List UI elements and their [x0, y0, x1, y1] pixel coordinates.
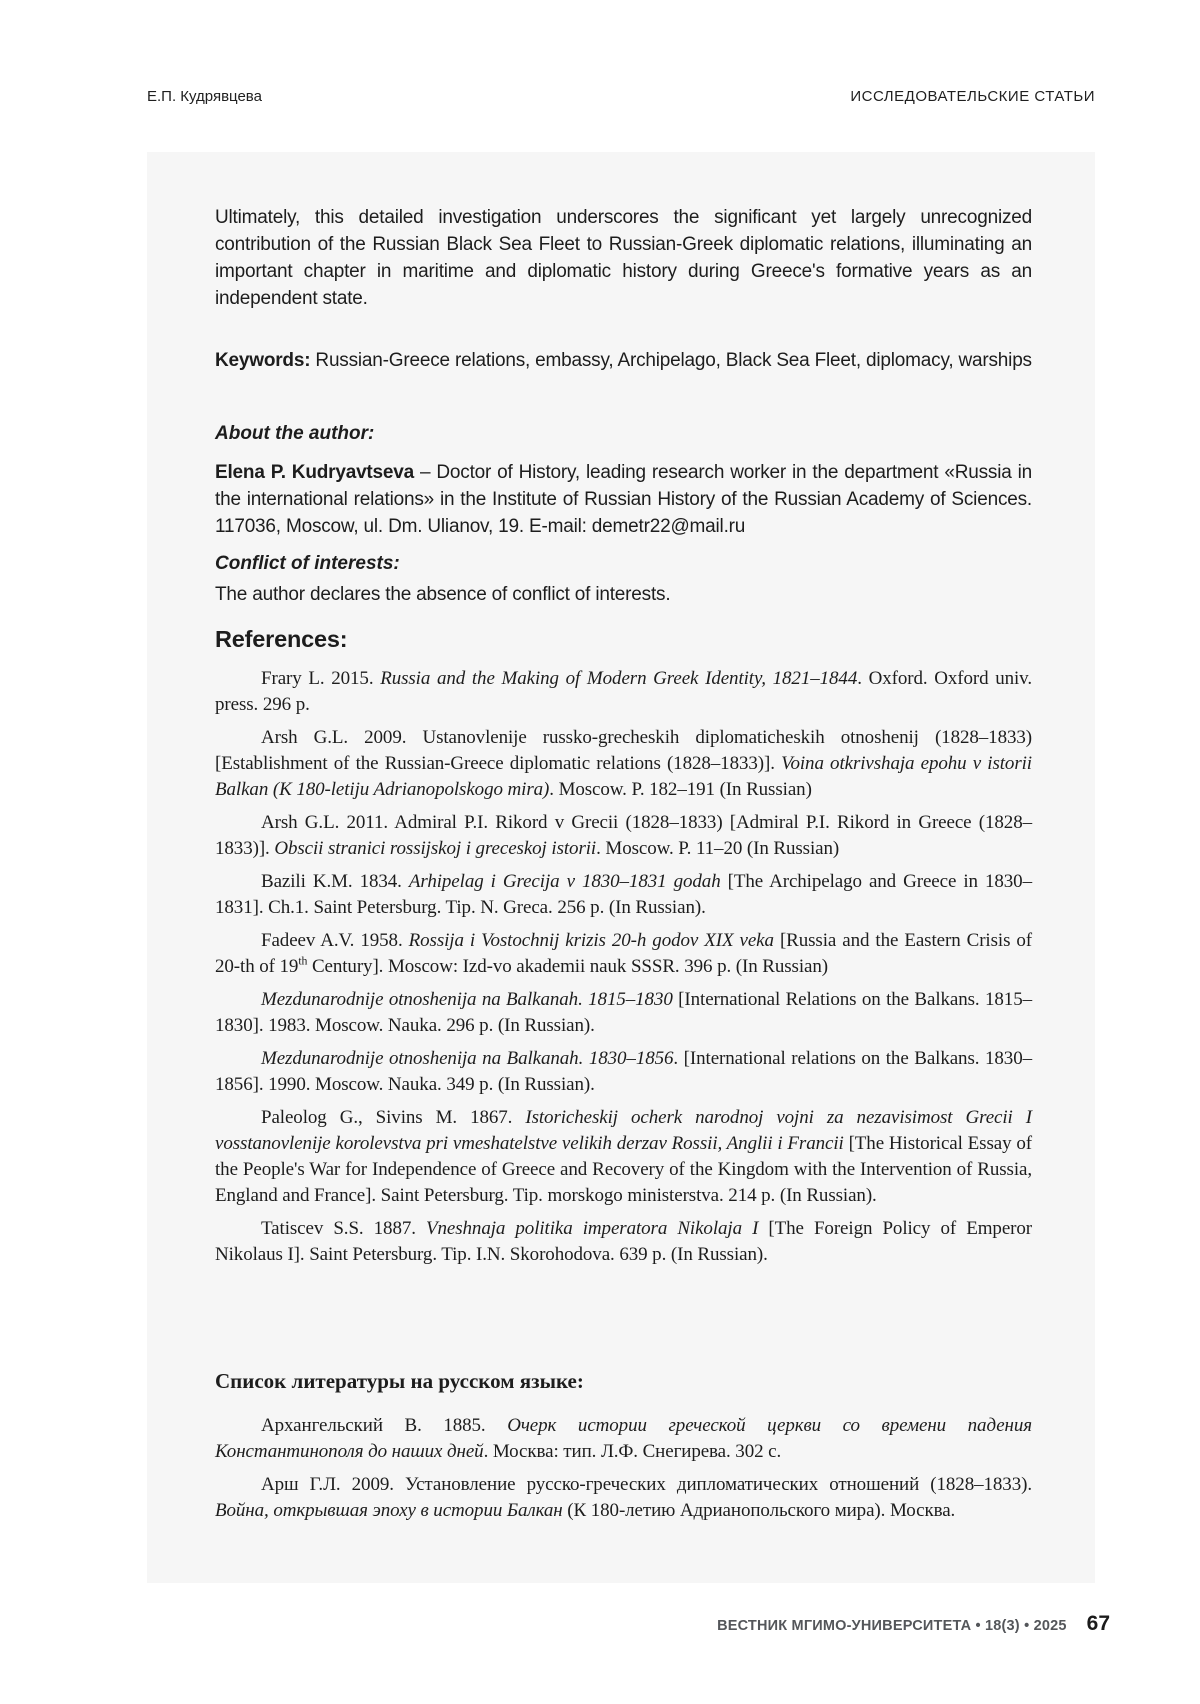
running-head-author: Е.П. Кудрявцева [147, 88, 262, 105]
reference-segment: Mezdunarodnije otnoshenija na Balkanah. 1830–1856 [261, 1048, 674, 1069]
reference-item [215, 928, 1032, 980]
reference-item [215, 1216, 1032, 1268]
back-matter-panel [147, 152, 1095, 1583]
reference-segment: [The Foreign Policy of Emperor Nikolaus I]. Saint Petersburg. Tip. I.N. Skorohodova. 639 p. (In Russian). [215, 1218, 1033, 1265]
author-name: Elena P. Kudryavtseva [215, 462, 415, 483]
reference-segment: Century]. Moscow: Izd-vo akademii nauk SSSR. 396 p. (In Russian) [307, 956, 828, 977]
reference-item [215, 1413, 1032, 1465]
reference-item [215, 666, 1032, 718]
reference-segment: Russia and the Making of Modern Greek Identity, 1821–1844 [380, 668, 858, 689]
reference-segment: Obscii stranici rossijskoj i greceskoj istorii [274, 838, 597, 859]
reference-segment: Arsh G.L. 2011. Admiral P.I. Rikord v Grecii (1828–1833) [Admiral P.I. Rikord in Greece (1828–1833)]. [215, 812, 1032, 859]
page-footer [717, 1612, 1110, 1636]
reference-segment: th [298, 954, 308, 968]
reference-segment: Mezdunarodnije otnoshenija na Balkanah. 1815–1830 [261, 989, 673, 1010]
running-head-section: ИССЛЕДОВАТЕЛЬСКИЕ СТАТЬИ [850, 88, 1095, 105]
reference-segment: Arhipelag i Grecija v 1830–1831 godah [408, 871, 721, 892]
reference-item [215, 1046, 1032, 1098]
reference-segment: Frary L. 2015. [261, 668, 381, 689]
russian-references-list [215, 1413, 1032, 1531]
reference-segment: Fadeev A.V. 1958. [261, 930, 409, 951]
reference-segment: Vneshnaja politika imperatora Nikolaja I [426, 1218, 759, 1239]
abstract-paragraph: Ultimately, this detailed investigation underscores the significant yet largely unrecognized contribution of the Russian Black Sea Fleet to Russian-Greek diplomatic relations, illuminating an important chapter in maritime and diplomatic history during Greece's formative years as an independent state. [215, 207, 1032, 309]
reference-item [215, 1105, 1032, 1209]
journal-title: ВЕСТНИК МГИМО-УНИВЕРСИТЕТА • 18(3) • 2025 [717, 1618, 1067, 1634]
references-heading: References: [215, 625, 348, 652]
author-bio [215, 459, 1032, 540]
keywords-label: Keywords: [215, 350, 311, 371]
reference-segment: . Moscow. P. 182–191 (In Russian) [549, 779, 812, 800]
running-head [147, 88, 1095, 105]
reference-segment: Rossija i Vostochnij krizis 20-h godov XIX veka [408, 930, 774, 951]
keywords-text: Russian-Greece relations, embassy, Archipelago, Black Sea Fleet, diplomacy, warships [310, 350, 1032, 371]
reference-segment: Архангельский В. 1885. [261, 1415, 508, 1436]
reference-segment: Voina otkrivshaja epohu v istorii Balkan (K 180-letiju Adrianopolskogo mira) [215, 753, 1032, 800]
reference-segment: . Oxford. Oxford univ. press. 296 p. [215, 668, 1032, 715]
reference-segment: [The Historical Essay of the People's War for Independence of Greece and Recovery of the Kingdom with the Intervention of Russia, England and France]. Saint Petersburg. Tip. morskogo ministerstva. 214 p. (In Russian). [215, 1133, 1032, 1206]
reference-item [215, 725, 1032, 803]
reference-segment: Очерк истории греческой церкви со времени падения Константинополя до наших дней [215, 1415, 1032, 1462]
reference-segment: Bazili K.M. 1834. [261, 871, 409, 892]
reference-item [215, 1472, 1032, 1524]
reference-segment: Istoricheskij ocherk narodnoj vojni za nezavisimost Grecii I vosstanovlenije korolevstva pri vmeshatelstve velikih derzav Rossii, Anglii i Francii [215, 1107, 1032, 1154]
russian-references-heading: Список литературы на русском языке: [215, 1369, 584, 1393]
references-list [215, 666, 1032, 1275]
reference-segment: Арш Г.Л. 2009. Установление русско-греческих дипломатических отношений (1828–1833). [261, 1474, 1032, 1495]
reference-segment: Arsh G.L. 2009. Ustanovlenije russko-grecheskih diplomaticheskih otnoshenij (1828–1833) [Establishment of the Russian-Greece diplomatic relations (1828–1833)]. [215, 727, 1032, 774]
keywords-line [215, 347, 1032, 374]
about-author-heading: About the author: [215, 423, 375, 444]
author-bio-text: – Doctor of History, leading research worker in the department «Russia in the international relations» in the Institute of Russian History of the Russian Academy of Sciences. 117036, Moscow, ul. Dm. Ulianov, 19. E-mail: demetr22@mail.ru [215, 462, 1032, 537]
reference-item [215, 869, 1032, 921]
conflict-of-interests-text: The author declares the absence of conflict of interests. [215, 584, 671, 605]
reference-segment: . Москва: тип. Л.Ф. Снегирева. 302 с. [483, 1441, 782, 1462]
reference-segment: Paleolog G., Sivins M. 1867. [261, 1107, 526, 1128]
reference-segment: Война, открывшая эпоху в истории Балкан [215, 1500, 563, 1521]
reference-item [215, 987, 1032, 1039]
reference-segment: (К 180-летию Адрианопольского мира). Москва. [562, 1500, 956, 1521]
reference-segment: . Moscow. P. 11–20 (In Russian) [596, 838, 840, 859]
reference-segment: Tatiscev S.S. 1887. [261, 1218, 426, 1239]
reference-segment: [The Archipelago and Greece in 1830–1831]. Ch.1. Saint Petersburg. Tip. N. Greca. 256 p. (In Russian). [215, 871, 1032, 918]
reference-segment: [International Relations on the Balkans. 1815–1830]. 1983. Moscow. Nauka. 296 p. (In Russian). [215, 989, 1033, 1036]
conflict-of-interests-heading: Conflict of interests: [215, 553, 400, 574]
page-number: 67 [1086, 1612, 1110, 1635]
reference-segment: [Russia and the Eastern Crisis of 20-th of 19 [215, 930, 1033, 977]
reference-segment: . [International relations on the Balkans. 1830–1856]. 1990. Moscow. Nauka. 349 p. (In Russian). [215, 1048, 1032, 1095]
reference-item [215, 810, 1032, 862]
